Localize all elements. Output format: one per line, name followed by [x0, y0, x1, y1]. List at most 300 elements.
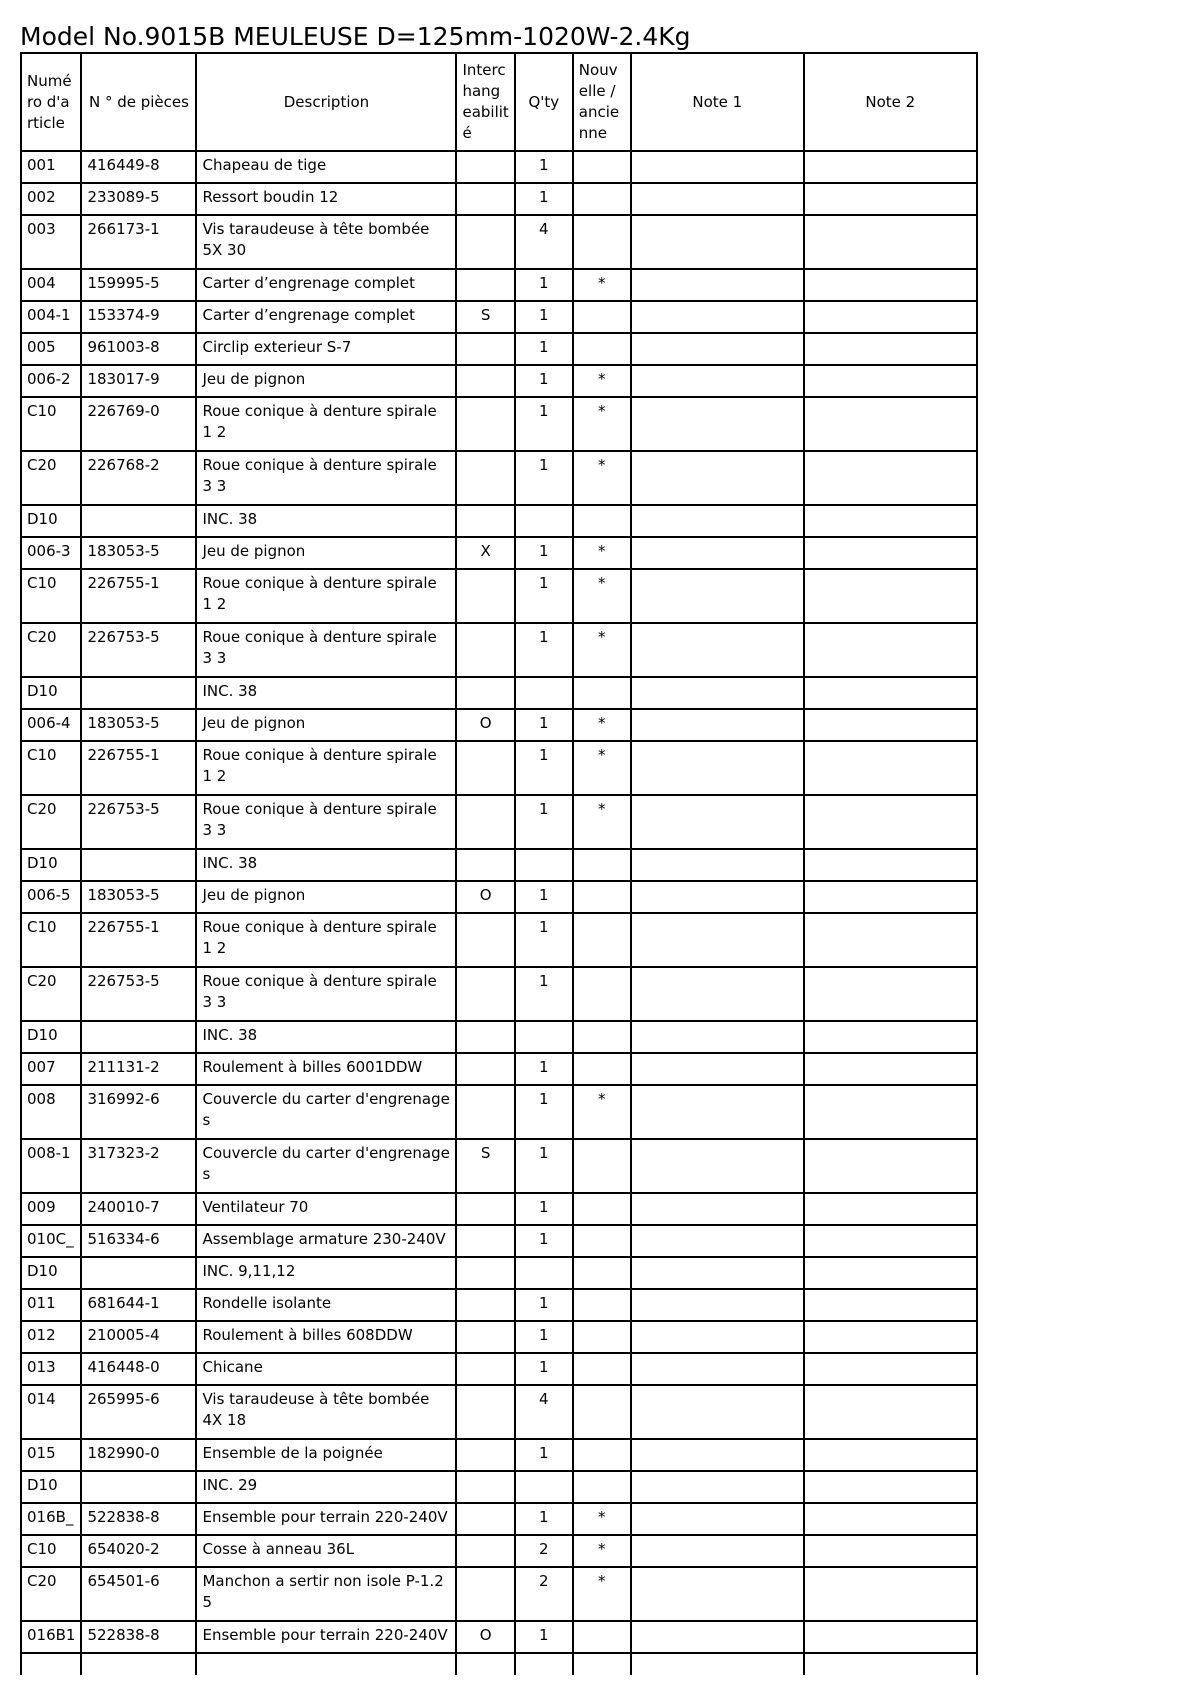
cell-description: Couvercle du carter d'engrenage s: [196, 1085, 456, 1139]
cell-part-number: [81, 505, 196, 537]
cell-quantity: 1: [515, 1085, 573, 1139]
table-row: [21, 1085, 977, 1139]
cell-note-2: [804, 741, 977, 795]
cell-quantity: 4: [515, 215, 573, 269]
cell-item-number: 006-2: [21, 365, 81, 397]
cell-note-2: [804, 967, 977, 1021]
cell-description: Ensemble pour terrain 220-240V: [196, 1621, 456, 1653]
cell-item-number: C20: [21, 967, 81, 1021]
cell-new-old: [573, 333, 631, 365]
cell-quantity: 1: [515, 795, 573, 849]
cell-item-number: 016B1: [21, 1621, 81, 1653]
cell-interchangeability: [456, 1439, 514, 1471]
table-row: [21, 1257, 977, 1289]
cell-note-2: [804, 1085, 977, 1139]
cell-note-1: [631, 1471, 804, 1503]
document-title: Model No.9015B MEULEUSE D=125mm-1020W-2.4Kg: [20, 22, 691, 51]
cell-note-2: [804, 677, 977, 709]
cell-description: INC. 38: [196, 849, 456, 881]
cell-item-number: 009: [21, 1193, 81, 1225]
cell-description: Ventilateur 70: [196, 1193, 456, 1225]
cell-new-old: *: [573, 795, 631, 849]
cell-note-1: [631, 1053, 804, 1085]
cell-interchangeability: [456, 333, 514, 365]
cell-description: INC. 38: [196, 677, 456, 709]
cell-note-1: [631, 881, 804, 913]
cell-quantity: 1: [515, 397, 573, 451]
cell-interchangeability: [456, 1321, 514, 1353]
cell-part-number: 183053-5: [81, 537, 196, 569]
table-row: [21, 505, 977, 537]
table-row: [21, 623, 977, 677]
table-row: [21, 301, 977, 333]
cell-note-2: [804, 397, 977, 451]
cell-interchangeability: [456, 1471, 514, 1503]
cell-part-number: 240010-7: [81, 1193, 196, 1225]
cell-part-number: 416449-8: [81, 151, 196, 183]
cell-quantity: [515, 1021, 573, 1053]
cell-quantity: 1: [515, 1053, 573, 1085]
cell-new-old: *: [573, 623, 631, 677]
cell-part-number: 183053-5: [81, 709, 196, 741]
cell-quantity: 2: [515, 1535, 573, 1567]
cell-new-old: *: [573, 1567, 631, 1621]
cell-new-old: [573, 151, 631, 183]
cell-new-old: *: [573, 397, 631, 451]
cell-new-old: [573, 1385, 631, 1439]
cell-note-2: [804, 451, 977, 505]
cell-item-number: 008: [21, 1085, 81, 1139]
cell-new-old: [573, 183, 631, 215]
cell-new-old: [573, 1257, 631, 1289]
cell-item-number: 006-4: [21, 709, 81, 741]
cell-part-number: 182990-0: [81, 1439, 196, 1471]
table-row: [21, 397, 977, 451]
cell-new-old: [573, 215, 631, 269]
cell-note-2: [804, 913, 977, 967]
cell-part-number: 159995-5: [81, 269, 196, 301]
cell-part-number: 211131-2: [81, 1053, 196, 1085]
cell-new-old: [573, 1439, 631, 1471]
cell-quantity: 1: [515, 301, 573, 333]
cell-interchangeability: [456, 1503, 514, 1535]
cell-item-number: 008-1: [21, 1139, 81, 1193]
cell-item-number: C20: [21, 795, 81, 849]
table-row: [21, 881, 977, 913]
cell-note-1: [631, 1193, 804, 1225]
cell-note-2: [804, 849, 977, 881]
cell-interchangeability: O: [456, 881, 514, 913]
cell-note-2: [804, 151, 977, 183]
cell-item-number: 004-1: [21, 301, 81, 333]
cell-interchangeability: [456, 741, 514, 795]
cell-note-1: [631, 1021, 804, 1053]
cell-interchangeability: [456, 849, 514, 881]
cell-part-number: 266173-1: [81, 215, 196, 269]
cell-interchangeability: [456, 215, 514, 269]
cell-note-2: [804, 795, 977, 849]
cell-note-2: [804, 1653, 977, 1675]
cell-note-2: [804, 709, 977, 741]
cell-note-2: [804, 1439, 977, 1471]
cell-description: Roue conique à denture spirale 1 2: [196, 913, 456, 967]
cell-quantity: [515, 849, 573, 881]
table-row: [21, 741, 977, 795]
table-row: [21, 913, 977, 967]
cell-quantity: 1: [515, 569, 573, 623]
cell-interchangeability: O: [456, 709, 514, 741]
cell-part-number: 210005-4: [81, 1321, 196, 1353]
cell-part-number: 522838-8: [81, 1621, 196, 1653]
cell-note-1: [631, 1289, 804, 1321]
header-interchangeability: Interc hang eabilit é: [456, 53, 514, 151]
cell-new-old: [573, 1621, 631, 1653]
cell-quantity: 1: [515, 183, 573, 215]
cell-note-2: [804, 1193, 977, 1225]
cell-interchangeability: [456, 1053, 514, 1085]
cell-part-number: 226769-0: [81, 397, 196, 451]
cell-new-old: [573, 967, 631, 1021]
cell-part-number: 522838-8: [81, 1503, 196, 1535]
cell-new-old: [573, 913, 631, 967]
cell-note-2: [804, 1353, 977, 1385]
cell-description: Rondelle isolante: [196, 1289, 456, 1321]
cell-quantity: 1: [515, 623, 573, 677]
table-row: [21, 1439, 977, 1471]
cell-interchangeability: [456, 1653, 514, 1675]
cell-new-old: [573, 1053, 631, 1085]
cell-new-old: [573, 1193, 631, 1225]
cell-interchangeability: [456, 967, 514, 1021]
cell-quantity: [515, 1653, 573, 1675]
table-row: [21, 183, 977, 215]
cell-quantity: 1: [515, 1503, 573, 1535]
cell-description: Ensemble de la poignée: [196, 1439, 456, 1471]
cell-new-old: [573, 1353, 631, 1385]
cell-note-1: [631, 741, 804, 795]
cell-item-number: 004: [21, 269, 81, 301]
cell-part-number: 226755-1: [81, 913, 196, 967]
cell-part-number: 226755-1: [81, 569, 196, 623]
cell-interchangeability: S: [456, 301, 514, 333]
cell-new-old: *: [573, 569, 631, 623]
cell-part-number: 226753-5: [81, 623, 196, 677]
cell-description: Chicane: [196, 1353, 456, 1385]
cell-note-2: [804, 1021, 977, 1053]
cell-quantity: 1: [515, 881, 573, 913]
cell-note-2: [804, 1257, 977, 1289]
cell-note-1: [631, 333, 804, 365]
cell-note-1: [631, 1139, 804, 1193]
cell-quantity: 1: [515, 1225, 573, 1257]
cell-item-number: D10: [21, 677, 81, 709]
cell-new-old: *: [573, 537, 631, 569]
cell-new-old: [573, 881, 631, 913]
cell-item-number: D10: [21, 849, 81, 881]
cell-note-1: [631, 1621, 804, 1653]
cell-new-old: [573, 1021, 631, 1053]
cell-quantity: 1: [515, 1439, 573, 1471]
cell-quantity: 1: [515, 365, 573, 397]
cell-note-2: [804, 333, 977, 365]
cell-item-number: 015: [21, 1439, 81, 1471]
cell-interchangeability: [456, 795, 514, 849]
cell-quantity: 4: [515, 1385, 573, 1439]
cell-item-number: 007: [21, 1053, 81, 1085]
table-row: [21, 1021, 977, 1053]
cell-part-number: 317323-2: [81, 1139, 196, 1193]
cell-interchangeability: X: [456, 537, 514, 569]
header-row: [21, 53, 977, 151]
table-row: [21, 215, 977, 269]
cell-quantity: 1: [515, 967, 573, 1021]
cell-quantity: [515, 677, 573, 709]
cell-note-1: [631, 623, 804, 677]
cell-quantity: 1: [515, 1621, 573, 1653]
cell-interchangeability: [456, 1353, 514, 1385]
cell-description: Jeu de pignon: [196, 709, 456, 741]
cell-note-1: [631, 365, 804, 397]
cell-interchangeability: [456, 913, 514, 967]
cell-description: Roulement à billes 6001DDW: [196, 1053, 456, 1085]
cell-quantity: 1: [515, 537, 573, 569]
cell-note-1: [631, 967, 804, 1021]
cell-description: Ensemble pour terrain 220-240V: [196, 1503, 456, 1535]
cell-description: Roue conique à denture spirale 1 2: [196, 397, 456, 451]
cell-quantity: [515, 505, 573, 537]
cell-new-old: [573, 1289, 631, 1321]
table-row: [21, 1567, 977, 1621]
cell-item-number: 012: [21, 1321, 81, 1353]
cell-description: Vis taraudeuse à tête bombée 4X 18: [196, 1385, 456, 1439]
cell-item-number: C10: [21, 913, 81, 967]
cell-interchangeability: [456, 397, 514, 451]
cell-part-number: [81, 677, 196, 709]
cell-quantity: 2: [515, 1567, 573, 1621]
cell-note-1: [631, 1503, 804, 1535]
cell-part-number: [81, 1653, 196, 1675]
table-row: [21, 967, 977, 1021]
table-row: [21, 1139, 977, 1193]
cell-note-2: [804, 1225, 977, 1257]
cell-description: INC. 9,11,12: [196, 1257, 456, 1289]
cell-interchangeability: [456, 1567, 514, 1621]
cell-item-number: C10: [21, 1535, 81, 1567]
table-row: [21, 151, 977, 183]
cell-item-number: C10: [21, 569, 81, 623]
table-row: [21, 849, 977, 881]
table-row: [21, 1289, 977, 1321]
cell-note-1: [631, 913, 804, 967]
cell-new-old: *: [573, 709, 631, 741]
cell-description: Carter d’engrenage complet: [196, 269, 456, 301]
cell-item-number: D10: [21, 1021, 81, 1053]
table-row: [21, 1503, 977, 1535]
cell-note-1: [631, 301, 804, 333]
cell-note-2: [804, 365, 977, 397]
cell-quantity: 1: [515, 333, 573, 365]
table-row: [21, 1353, 977, 1385]
cell-item-number: 002: [21, 183, 81, 215]
cell-item-number: C20: [21, 451, 81, 505]
cell-quantity: 1: [515, 451, 573, 505]
cell-interchangeability: [456, 569, 514, 623]
cell-note-2: [804, 1471, 977, 1503]
cell-note-2: [804, 1535, 977, 1567]
cell-new-old: [573, 301, 631, 333]
cell-note-1: [631, 569, 804, 623]
cell-note-2: [804, 1385, 977, 1439]
table-row: [21, 365, 977, 397]
table-row: [21, 1385, 977, 1439]
cell-interchangeability: [456, 269, 514, 301]
cell-part-number: 233089-5: [81, 183, 196, 215]
cell-item-number: D10: [21, 1257, 81, 1289]
cell-interchangeability: [456, 1535, 514, 1567]
table-row: [21, 569, 977, 623]
cell-note-2: [804, 269, 977, 301]
cell-quantity: 1: [515, 1193, 573, 1225]
cell-note-1: [631, 183, 804, 215]
cell-description: Jeu de pignon: [196, 881, 456, 913]
cell-quantity: 1: [515, 1321, 573, 1353]
cell-part-number: 153374-9: [81, 301, 196, 333]
cell-new-old: [573, 677, 631, 709]
header-item-number: Numé ro d'a rticle: [21, 53, 81, 151]
cell-part-number: 226753-5: [81, 795, 196, 849]
cell-item-number: C10: [21, 741, 81, 795]
cell-item-number: 014: [21, 1385, 81, 1439]
cell-quantity: [515, 1257, 573, 1289]
cell-new-old: *: [573, 1085, 631, 1139]
cell-item-number: D10: [21, 1471, 81, 1503]
cell-item-number: C20: [21, 623, 81, 677]
cell-note-1: [631, 795, 804, 849]
cell-interchangeability: [456, 1225, 514, 1257]
header-description: Description: [196, 53, 456, 151]
cell-part-number: [81, 1471, 196, 1503]
cell-part-number: 265995-6: [81, 1385, 196, 1439]
cell-description: INC. 29: [196, 1471, 456, 1503]
cell-note-1: [631, 505, 804, 537]
cell-note-2: [804, 1321, 977, 1353]
cell-note-1: [631, 709, 804, 741]
cell-note-2: [804, 623, 977, 677]
table-row: [21, 1225, 977, 1257]
cell-description: Vis taraudeuse à tête bombée 5X 30: [196, 215, 456, 269]
cell-part-number: 226768-2: [81, 451, 196, 505]
cell-description: Manchon a sertir non isole P-1.2 5: [196, 1567, 456, 1621]
cell-part-number: [81, 1257, 196, 1289]
cell-new-old: *: [573, 1503, 631, 1535]
cell-interchangeability: S: [456, 1139, 514, 1193]
cell-part-number: 681644-1: [81, 1289, 196, 1321]
cell-new-old: *: [573, 741, 631, 795]
table-row: [21, 677, 977, 709]
cell-item-number: C20: [21, 1567, 81, 1621]
header-part-number: N ° de pièces: [81, 53, 196, 151]
parts-table: [20, 52, 978, 1675]
cell-quantity: 1: [515, 269, 573, 301]
cell-description: Ressort boudin 12: [196, 183, 456, 215]
table-row: [21, 1321, 977, 1353]
header-note-2: Note 2: [804, 53, 977, 151]
cell-quantity: 1: [515, 151, 573, 183]
cell-description: Carter d’engrenage complet: [196, 301, 456, 333]
cell-description: Couvercle du carter d'engrenage s: [196, 1139, 456, 1193]
cell-part-number: 416448-0: [81, 1353, 196, 1385]
cell-new-old: *: [573, 1535, 631, 1567]
cell-note-2: [804, 1139, 977, 1193]
cell-item-number: 006-5: [21, 881, 81, 913]
cell-description: INC. 38: [196, 1021, 456, 1053]
cell-quantity: 1: [515, 1139, 573, 1193]
cell-description: Roue conique à denture spirale 3 3: [196, 623, 456, 677]
cell-item-number: [21, 1653, 81, 1675]
cell-new-old: *: [573, 269, 631, 301]
cell-note-1: [631, 1257, 804, 1289]
cell-new-old: [573, 1653, 631, 1675]
cell-note-1: [631, 1085, 804, 1139]
cell-part-number: 226755-1: [81, 741, 196, 795]
cell-note-1: [631, 397, 804, 451]
cell-note-2: [804, 1567, 977, 1621]
table-row: [21, 1471, 977, 1503]
cell-part-number: 183053-5: [81, 881, 196, 913]
table-row: [21, 1653, 977, 1675]
cell-description: Roue conique à denture spirale 3 3: [196, 451, 456, 505]
cell-item-number: 001: [21, 151, 81, 183]
cell-quantity: 1: [515, 913, 573, 967]
table-row: [21, 537, 977, 569]
table-row: [21, 1621, 977, 1653]
cell-description: Assemblage armature 230-240V: [196, 1225, 456, 1257]
cell-description: Roulement à billes 608DDW: [196, 1321, 456, 1353]
cell-new-old: [573, 505, 631, 537]
cell-note-1: [631, 1535, 804, 1567]
header-note-1: Note 1: [631, 53, 804, 151]
cell-note-1: [631, 849, 804, 881]
cell-note-1: [631, 1385, 804, 1439]
cell-description: Cosse à anneau 36L: [196, 1535, 456, 1567]
header-new-old: Nouv elle / ancie nne: [573, 53, 631, 151]
cell-description: INC. 38: [196, 505, 456, 537]
cell-new-old: [573, 1471, 631, 1503]
cell-description: Jeu de pignon: [196, 365, 456, 397]
cell-item-number: C10: [21, 397, 81, 451]
cell-note-1: [631, 1321, 804, 1353]
parts-table-body: [21, 151, 977, 1675]
cell-item-number: 013: [21, 1353, 81, 1385]
cell-description: Jeu de pignon: [196, 537, 456, 569]
cell-item-number: 016B_: [21, 1503, 81, 1535]
cell-item-number: 005: [21, 333, 81, 365]
cell-note-2: [804, 215, 977, 269]
cell-quantity: 1: [515, 1353, 573, 1385]
header-quantity: Q'ty: [515, 53, 573, 151]
cell-part-number: 226753-5: [81, 967, 196, 1021]
cell-item-number: 006-3: [21, 537, 81, 569]
cell-new-old: [573, 1139, 631, 1193]
cell-quantity: [515, 1471, 573, 1503]
cell-new-old: [573, 1225, 631, 1257]
cell-description: [196, 1653, 456, 1675]
table-row: [21, 451, 977, 505]
cell-note-1: [631, 151, 804, 183]
cell-note-1: [631, 215, 804, 269]
cell-note-2: [804, 1289, 977, 1321]
cell-note-1: [631, 1439, 804, 1471]
